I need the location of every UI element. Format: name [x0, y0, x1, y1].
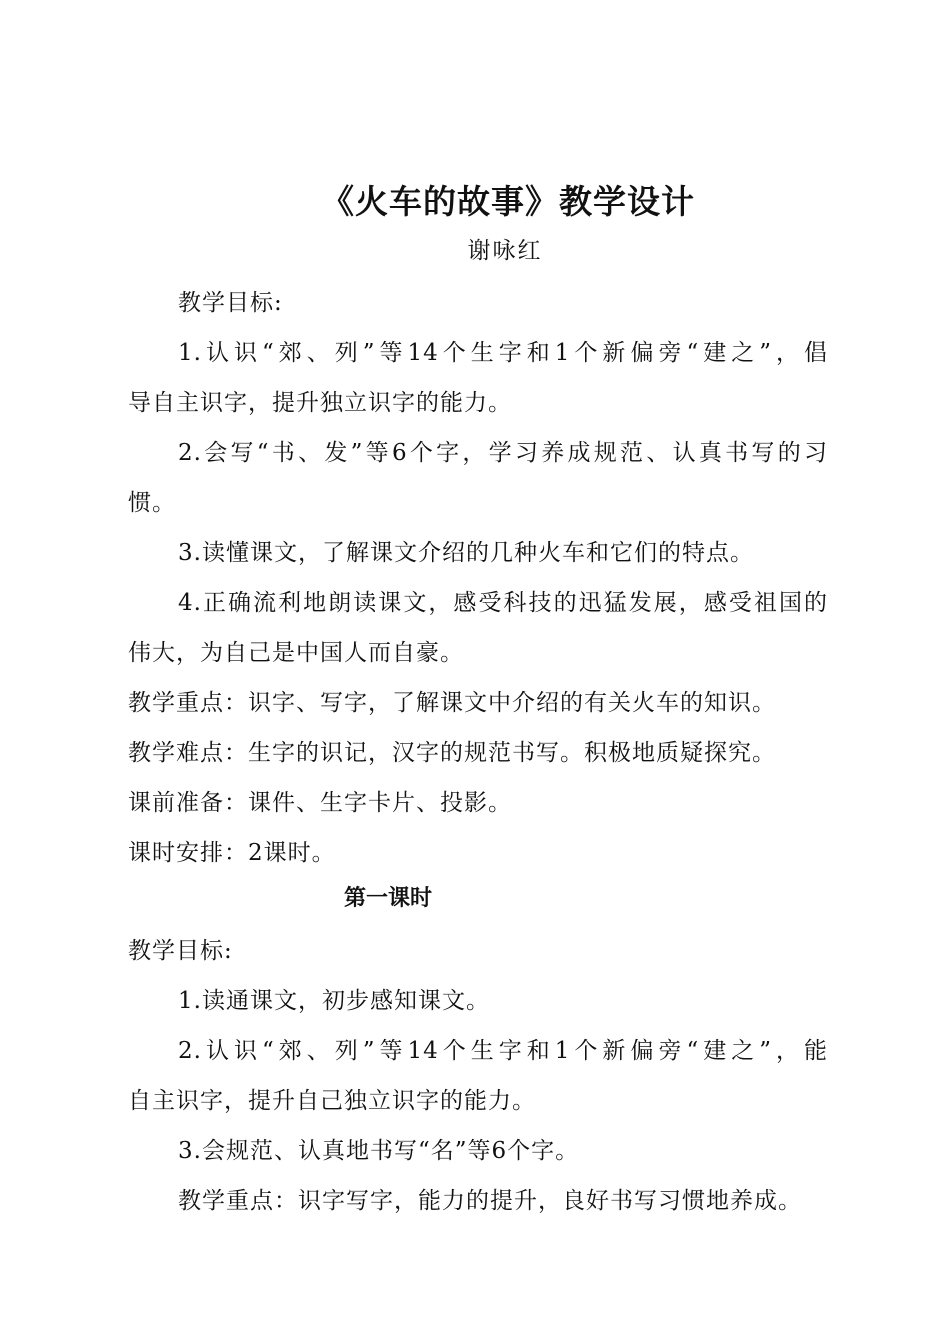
document-title: 《火车的故事》教学设计: [321, 182, 695, 221]
goal-1-line-1: 1.认识“郊、列”等14个生字和1个新偏旁“建之”，倡: [178, 340, 828, 366]
lesson-1-goal-1: 1.读通课文，初步感知课文。: [178, 988, 490, 1014]
lesson-1-goal-2-line-1: 2.认识“郊、列”等14个生字和1个新偏旁“建之”，能: [178, 1038, 828, 1064]
key-points: 教学重点：识字、写字，了解课文中介绍的有关火车的知识。: [128, 690, 776, 716]
goal-3-line-1: 3.读懂课文，了解课文介绍的几种火车和它们的特点。: [178, 540, 754, 566]
lesson-1-goals-heading: 教学目标:: [128, 938, 233, 964]
goal-1-line-2: 导自主识字，提升独立识字的能力。: [128, 390, 512, 416]
lesson-1-goal-2-line-2: 自主识字，提升自己独立识字的能力。: [128, 1088, 536, 1114]
difficulties: 教学难点：生字的识记，汉字的规范书写。积极地质疑探究。: [128, 740, 776, 766]
goal-2-line-1: 2.会写“书、发”等6个字，学习养成规范、认真书写的习: [178, 440, 828, 466]
lesson-1-key-points: 教学重点：识字写字，能力的提升，良好书写习惯地养成。: [178, 1188, 802, 1214]
goal-2-line-2: 惯。: [128, 490, 176, 516]
preparation: 课前准备：课件、生字卡片、投影。: [128, 790, 512, 816]
lesson-1-goal-3: 3.会规范、认真地书写“名”等6个字。: [178, 1138, 580, 1164]
goal-4-line-1: 4.正确流利地朗读课文，感受科技的迅猛发展，感受祖国的: [178, 590, 828, 616]
author-name: 谢咏红: [467, 238, 543, 264]
goal-4-line-2: 伟大，为自己是中国人而自豪。: [128, 640, 464, 666]
lesson-1-heading: 第一课时: [344, 886, 433, 911]
schedule: 课时安排：2课时。: [128, 840, 336, 866]
goals-heading: 教学目标:: [178, 290, 283, 316]
